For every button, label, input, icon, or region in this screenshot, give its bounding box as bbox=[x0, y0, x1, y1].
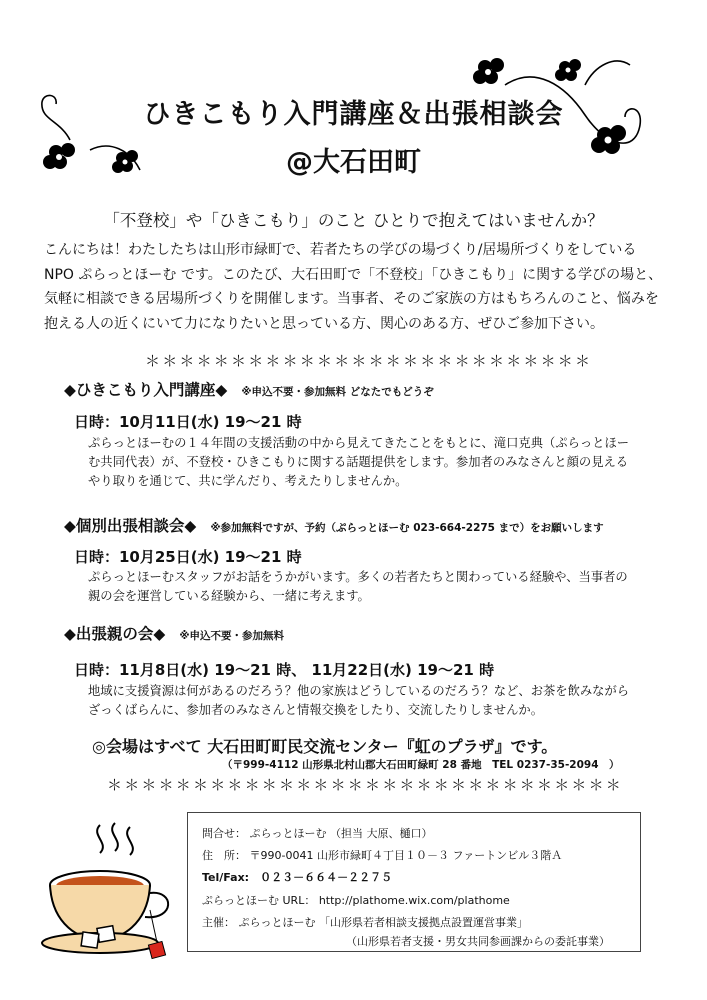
venue-notice: ◎会場はすべて 大石田町町民交流センター『虹のプラザ』です。 bbox=[92, 737, 558, 756]
intro-line: 抱える人の近くにいて力になりたいと思っている方、関心のある方、ぜひご参加下さい。 bbox=[44, 315, 604, 332]
lead-question: 「不登校」や「ひきこもり」のこと ひとりで抱えてはいませんか？ bbox=[103, 211, 604, 230]
description-line: ざっくばらんに、参加者のみなさんと情報交換をしたり、交流したりしませんか。 bbox=[88, 703, 543, 717]
description-line: む共同代表）が、不登校・ひきこもりに関する話題提供をします。参加者のみなさんと顔の見える bbox=[88, 455, 629, 469]
section-title: ◆個別出張相談会◆ bbox=[64, 517, 197, 535]
page-subtitle-location: @大石田町 bbox=[286, 147, 421, 178]
description-line: 親の会を運営している経験から、一緒に考えます。 bbox=[88, 589, 370, 603]
intro-line: 気軽に相談できる居場所づくりを開催します。当事者、そのご家族の方はもちろんのこと、悩みを bbox=[44, 291, 659, 307]
contact-telfax: Tel/Fax: ０２３－６６４－２２７５ bbox=[202, 871, 393, 884]
contact-host: 主催： ぷらっとほーむ 「山形県若者相談支援拠点設置運営事業」 bbox=[202, 916, 528, 929]
description-line: ぷらっとほーむスタッフがお話をうかがいます。多くの若者たちと関わっている経験や、当事者の bbox=[88, 570, 628, 584]
intro-paragraph bbox=[44, 238, 674, 336]
star-divider-top: ＊＊＊＊＊＊＊＊＊＊＊＊＊＊＊＊＊＊＊＊＊＊＊＊＊＊ bbox=[145, 352, 593, 370]
venue-address: （〒999-4112 山形県北村山郡大石田町緑町 28 番地 TEL 0237-35-2094 ） bbox=[222, 759, 620, 771]
section-title: ◆出張親の会◆ bbox=[64, 625, 166, 643]
section-description bbox=[88, 682, 629, 720]
section-description bbox=[88, 568, 628, 606]
section-note: ※申込不要・参加無料 どなたでもどうぞ bbox=[241, 386, 434, 398]
intro-line: NPO ぷらっとほーむ です。このたび、大石田町で「不登校」「ひきこもり」に関する学びの場と、 bbox=[44, 266, 663, 283]
section-date: 日時：11月8日(水) 19～21 時、 11月22日(水) 19～21 時 bbox=[74, 661, 495, 679]
section-description bbox=[88, 434, 629, 491]
description-line: ぷらっとほーむの１４年間の支援活動の中から見えてきたことをもとに、滝口克典（ぷらっとほー bbox=[88, 436, 630, 450]
star-divider-bottom: ＊＊＊＊＊＊＊＊＊＊＊＊＊＊＊＊＊＊＊＊＊＊＊＊＊＊＊＊＊＊ bbox=[107, 776, 624, 794]
contact-inquiry: 問合せ： ぷらっとほーむ （担当 大原、樋口） bbox=[202, 827, 433, 840]
section-date: 日時：10月11日(水) 19～21 時 bbox=[74, 413, 302, 431]
section-title: ◆ひきこもり入門講座◆ bbox=[64, 381, 228, 399]
section-heading-parents-meeting bbox=[64, 622, 284, 644]
intro-line: こんにちは！わたしたちは山形市緑町で、若者たちの学びの場づくり/居場所づくりをしている bbox=[44, 242, 637, 258]
description-line: やり取りを通じて、共に学んだり、考えたりしませんか。 bbox=[88, 474, 408, 488]
contact-box bbox=[187, 812, 641, 952]
description-line: 地域に支援資源は何があるのだろう？他の家族はどうしているのだろう？など、お茶を飲みながら bbox=[88, 684, 630, 698]
contact-address: 住 所： 〒990-0041 山形市緑町４丁目１０－３ ファートンビル３階Ａ bbox=[202, 849, 563, 862]
teacup-illustration bbox=[40, 815, 180, 965]
section-note: ※申込不要・参加無料 bbox=[179, 630, 285, 642]
contact-url[interactable]: ぷらっとほーむ URL： http://plathome.wix.com/plathome bbox=[202, 894, 510, 907]
page-title: ひきこもり入門講座＆出張相談会 bbox=[143, 99, 564, 130]
section-heading-consultation bbox=[64, 514, 604, 536]
section-note: ※参加無料ですが、予約（ぷらっとほーむ 023-664-2275 まで）をお願いします bbox=[210, 522, 604, 534]
contact-commission-note: （山形県若者支援・男女共同参画課からの委託事業） bbox=[346, 935, 610, 948]
section-date: 日時：10月25日(水) 19～21 時 bbox=[74, 548, 302, 566]
section-heading-intro-course bbox=[64, 378, 434, 400]
